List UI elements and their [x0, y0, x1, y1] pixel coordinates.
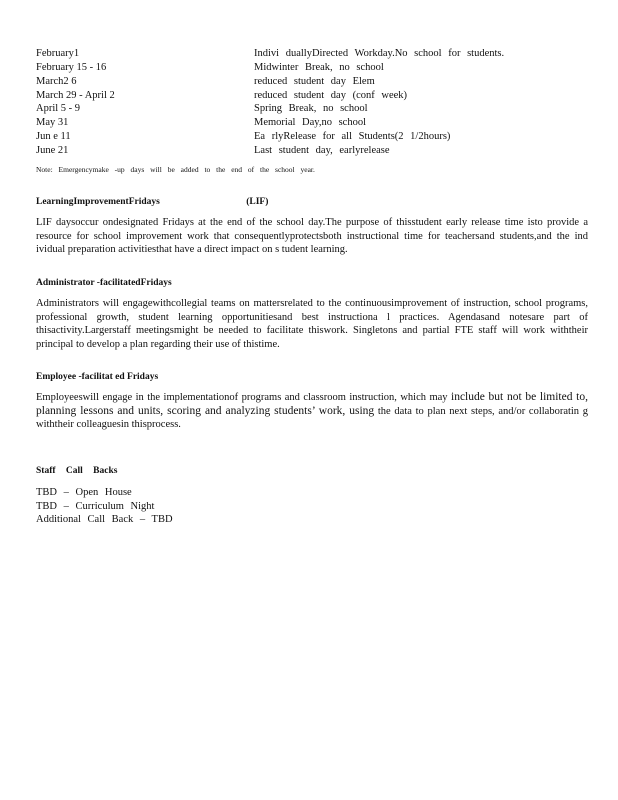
calendar-row: [36, 90, 596, 104]
call-back-item: TBD – Curriculum Night: [36, 500, 155, 512]
call-back-item: Additional Call Back – TBD: [36, 514, 173, 526]
call-back-item: TBD – Open House: [36, 487, 132, 498]
calendar-description: Spring Break, no school: [254, 103, 368, 114]
calendar-date: April 5 - 9: [36, 103, 81, 114]
calendar-row: [36, 131, 596, 145]
calendar-date: March2 6: [36, 76, 77, 87]
calendar-date: May 31: [36, 117, 69, 128]
employee-paragraph: [36, 391, 588, 432]
lif-heading-text: LearningImprovementFridays: [36, 197, 160, 207]
lif-abbreviation: (LIF): [246, 197, 269, 207]
calendar-description: reduced student day (conf week): [254, 90, 408, 101]
calendar-row: [36, 48, 596, 62]
calendar-description: Memorial Day,no school: [254, 117, 367, 128]
calendar-date: June 21: [36, 145, 69, 156]
calendar-date: February 15 - 16: [36, 62, 107, 73]
calendar-description: Last student day, earlyrelease: [254, 145, 390, 156]
section-heading-call-backs: Staff Call Backs: [36, 466, 118, 476]
calendar-row: [36, 103, 596, 117]
admin-paragraph: Administrators will engagewithcollegial teams on mattersrelated to the continuousimprovement of instruction, school programs, professional growth, student learning opportunitiesand best instructiona l practices. Agendasand notesare part of thisactivity.Largerstaff meetingsmight be needed to facilitate thiswork. Singletons and partial FTE staff will work withtheir principal to develop a plan regarding their use of thistime.: [36, 298, 588, 350]
employee-text-line: Employeeswill engage in the implementationof programs and classroom instruction, which may: [36, 392, 448, 403]
calendar-description: Ea rlyRelease for all Students(2 1/2hours): [254, 131, 451, 142]
section-heading-employee: Employee -facilitat ed Fridays: [36, 372, 159, 382]
lif-paragraph: LIF daysoccur ondesignated Fridays at the end of the school day.The purpose of thisstudent early release time isto provide a resource for school improvement work that consequentlyprotectsboth instructional time for teachersand students,and the ind ividual preparation activitiesthat have a direct impact on s tudent learning.: [36, 217, 588, 256]
calendar-row: [36, 117, 596, 131]
section-heading-admin: Administrator -facilitatedFridays: [36, 278, 172, 288]
section-heading-lif: [36, 197, 268, 207]
employee-text-line: include but not be limited to, planning lessons and units, scoring and analyzing students’ work, using: [36, 391, 588, 417]
calendar-description: Indivi duallyDirected Workday.No school for students.: [254, 48, 505, 59]
call-backs-list: [36, 486, 173, 527]
calendar-date: March 29 - April 2: [36, 90, 115, 101]
emergency-note: Note: Emergencymake -up days will be added to the end of the school year.: [36, 165, 315, 174]
calendar-date: February1: [36, 48, 80, 59]
employee-text-line: the data to plan next steps, and/or collaboratin g withtheir colleaguesin thisprocess.: [36, 405, 589, 431]
calendar-description: Midwinter Break, no school: [254, 62, 384, 73]
calendar-row: [36, 62, 596, 76]
calendar-row: [36, 145, 596, 159]
calendar-row: [36, 76, 596, 90]
calendar-description: reduced student day Elem: [254, 76, 375, 87]
calendar-date: Jun e 11: [36, 131, 71, 142]
